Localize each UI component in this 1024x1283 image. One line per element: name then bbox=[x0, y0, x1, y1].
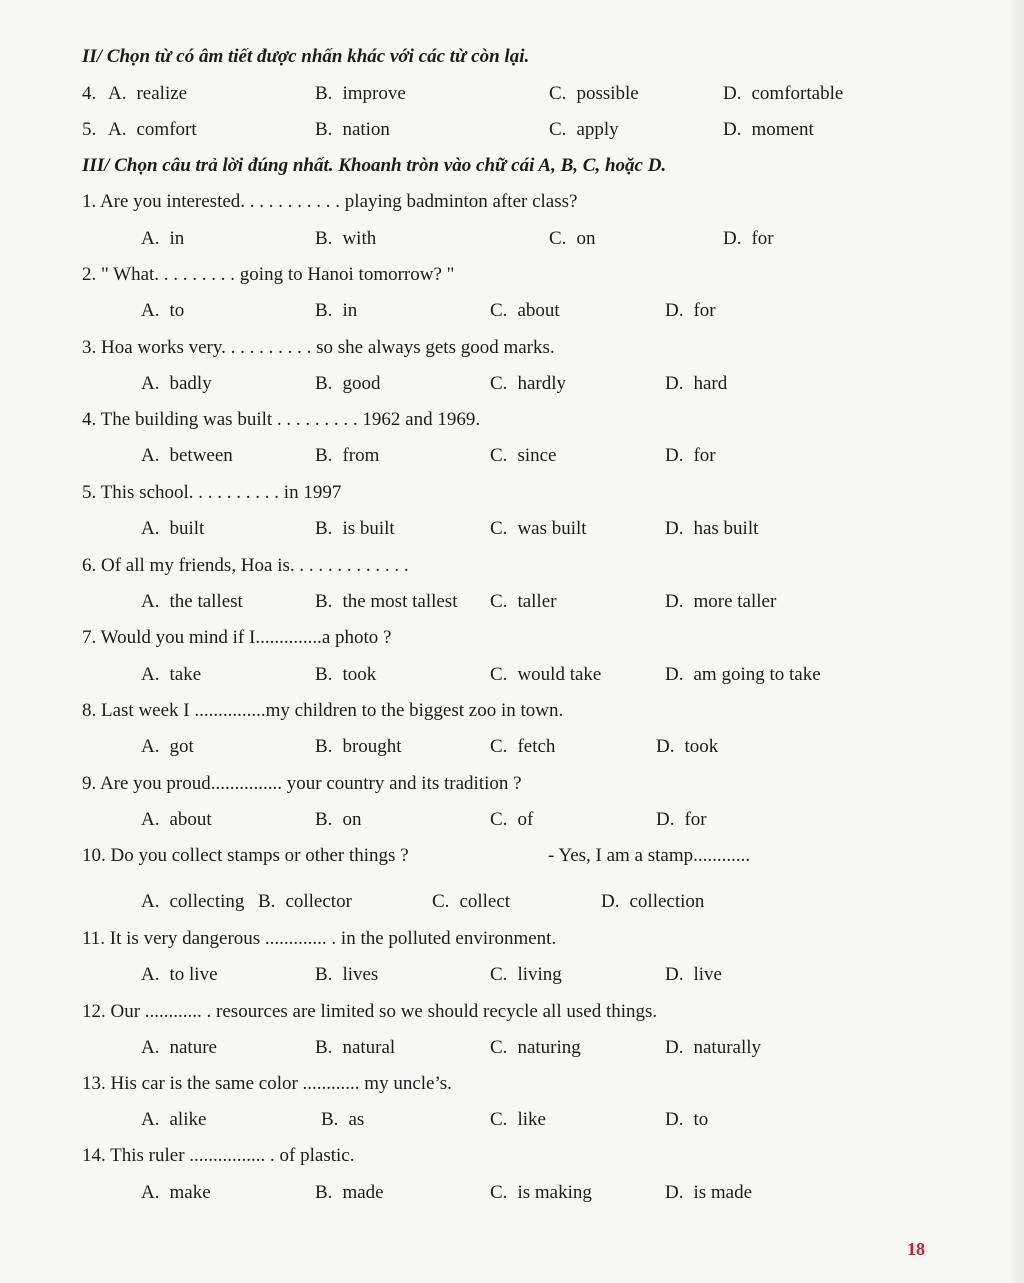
option-b bbox=[321, 1109, 364, 1131]
section-3-heading: III/ Chọn câu trả lời đúng nhất. Khoanh tròn vào chữ cái A, B, C, hoặc D. bbox=[82, 155, 667, 176]
option-letter: D. bbox=[665, 591, 684, 612]
option-letter: D. bbox=[656, 809, 675, 830]
option-letter: D. bbox=[723, 119, 742, 140]
option-letter: B. bbox=[315, 591, 333, 612]
option-text: moment bbox=[751, 119, 814, 140]
option-text: was built bbox=[517, 518, 587, 539]
option-letter: A. bbox=[141, 518, 160, 539]
option-d bbox=[665, 964, 722, 986]
option-c bbox=[432, 891, 510, 913]
option-b bbox=[315, 664, 376, 686]
option-text: make bbox=[169, 1182, 211, 1203]
option-text: between bbox=[169, 445, 233, 466]
question-stem: 6. Of all my friends, Hoa is. . . . . . . . . . . . . bbox=[82, 555, 409, 576]
option-text: badly bbox=[169, 373, 212, 394]
option-letter: B. bbox=[315, 809, 333, 830]
option-text: from bbox=[342, 445, 380, 466]
option-letter: C. bbox=[549, 119, 567, 140]
option-b bbox=[315, 809, 361, 831]
option-a bbox=[141, 445, 233, 467]
option-a bbox=[141, 1109, 206, 1131]
option-b bbox=[315, 300, 357, 322]
option-text: with bbox=[342, 228, 377, 249]
option-text: lives bbox=[342, 964, 379, 985]
option-text: on bbox=[342, 809, 362, 830]
option-b bbox=[315, 228, 376, 250]
option-letter: A. bbox=[141, 809, 160, 830]
option-letter: B. bbox=[315, 300, 333, 321]
option-b bbox=[315, 373, 380, 395]
option-text: about bbox=[517, 300, 560, 321]
option-text: collect bbox=[459, 891, 511, 912]
option-text: for bbox=[693, 445, 716, 466]
option-letter: D. bbox=[665, 300, 684, 321]
option-text: taller bbox=[517, 591, 557, 612]
option-letter: C. bbox=[432, 891, 450, 912]
option-letter: A. bbox=[141, 300, 160, 321]
option-text: got bbox=[169, 736, 194, 757]
option-letter: B. bbox=[315, 1182, 333, 1203]
option-letter: A. bbox=[141, 1109, 160, 1130]
option-letter: D. bbox=[665, 964, 684, 985]
option-text: alike bbox=[169, 1109, 207, 1130]
option-text: on bbox=[576, 228, 596, 249]
option-letter: A. bbox=[141, 228, 160, 249]
option-text: would take bbox=[517, 664, 602, 685]
option-text: about bbox=[169, 809, 212, 830]
option-c bbox=[490, 445, 556, 467]
option-a bbox=[141, 228, 184, 250]
option-letter: D. bbox=[665, 373, 684, 394]
option-a bbox=[108, 119, 197, 141]
question-number: 4. bbox=[82, 83, 97, 104]
option-text: the most tallest bbox=[342, 591, 458, 612]
question-stem: 10. Do you collect stamps or other things ? bbox=[82, 845, 409, 866]
option-text: is built bbox=[342, 518, 395, 539]
option-text: of bbox=[517, 809, 534, 830]
option-text: comfortable bbox=[751, 83, 844, 104]
option-b bbox=[258, 891, 352, 913]
option-text: took bbox=[684, 736, 719, 757]
option-a bbox=[141, 736, 194, 758]
option-b bbox=[315, 119, 390, 141]
option-text: apply bbox=[576, 119, 619, 140]
option-d bbox=[665, 591, 776, 613]
option-letter: C. bbox=[490, 809, 508, 830]
option-letter: B. bbox=[258, 891, 276, 912]
option-c bbox=[490, 664, 601, 686]
option-a bbox=[141, 664, 201, 686]
option-letter: C. bbox=[549, 228, 567, 249]
option-a bbox=[141, 1182, 211, 1204]
option-text: made bbox=[342, 1182, 384, 1203]
question-number: 5. bbox=[82, 119, 97, 140]
option-d bbox=[665, 1037, 761, 1059]
option-text: realize bbox=[136, 83, 188, 104]
option-b bbox=[315, 445, 379, 467]
option-d bbox=[723, 119, 814, 141]
option-d bbox=[665, 300, 716, 322]
option-text: living bbox=[517, 964, 562, 985]
option-letter: C. bbox=[549, 83, 567, 104]
option-text: naturing bbox=[517, 1037, 581, 1058]
option-letter: A. bbox=[108, 119, 127, 140]
option-letter: D. bbox=[665, 1037, 684, 1058]
question-stem: 12. Our ............ . resources are limited so we should recycle all used things. bbox=[82, 1001, 658, 1022]
option-c bbox=[490, 1182, 592, 1204]
option-letter: B. bbox=[315, 228, 333, 249]
option-a bbox=[141, 591, 243, 613]
question-stem: 8. Last week I ...............my children to the biggest zoo in town. bbox=[82, 700, 564, 721]
option-letter: A. bbox=[141, 664, 160, 685]
option-letter: D. bbox=[665, 1182, 684, 1203]
option-a bbox=[141, 964, 218, 986]
question-stem: 2. " What. . . . . . . . . going to Hanoi tomorrow? " bbox=[82, 264, 455, 285]
option-letter: B. bbox=[315, 736, 333, 757]
option-d bbox=[656, 736, 718, 758]
option-letter: C. bbox=[490, 1182, 508, 1203]
option-letter: A. bbox=[141, 891, 160, 912]
option-a bbox=[141, 518, 204, 540]
question-stem: 5. This school. . . . . . . . . . in 1997 bbox=[82, 482, 342, 503]
option-d bbox=[665, 445, 716, 467]
option-text: hardly bbox=[517, 373, 566, 394]
option-text: hard bbox=[693, 373, 728, 394]
option-c bbox=[549, 228, 595, 250]
question-stem: 14. This ruler ................ . of plastic. bbox=[82, 1145, 355, 1166]
option-b bbox=[315, 518, 395, 540]
option-letter: C. bbox=[490, 736, 508, 757]
option-letter: C. bbox=[490, 1109, 508, 1130]
option-letter: D. bbox=[723, 228, 742, 249]
option-text: took bbox=[342, 664, 377, 685]
option-text: for bbox=[693, 300, 716, 321]
option-text: good bbox=[342, 373, 381, 394]
option-b bbox=[315, 1037, 395, 1059]
option-text: am going to take bbox=[693, 664, 821, 685]
option-text: collector bbox=[285, 891, 352, 912]
question-stem: 1. Are you interested. . . . . . . . . . . playing badminton after class? bbox=[82, 191, 578, 212]
option-text: as bbox=[348, 1109, 365, 1130]
option-d bbox=[656, 809, 707, 831]
option-text: to bbox=[693, 1109, 709, 1130]
option-letter: D. bbox=[665, 1109, 684, 1130]
option-letter: B. bbox=[315, 83, 333, 104]
option-a bbox=[141, 373, 212, 395]
option-text: for bbox=[751, 228, 774, 249]
option-text: like bbox=[517, 1109, 546, 1130]
option-letter: A. bbox=[141, 591, 160, 612]
option-text: is made bbox=[693, 1182, 753, 1203]
page-edge-shadow bbox=[1006, 0, 1024, 1283]
option-text: possible bbox=[576, 83, 639, 104]
option-letter: C. bbox=[490, 664, 508, 685]
option-letter: B. bbox=[315, 1037, 333, 1058]
option-c bbox=[490, 591, 556, 613]
option-letter: B. bbox=[315, 664, 333, 685]
option-a bbox=[108, 83, 187, 105]
option-b bbox=[315, 83, 406, 105]
option-text: nation bbox=[342, 119, 390, 140]
option-letter: A. bbox=[141, 1037, 160, 1058]
page-number: 18 bbox=[907, 1239, 925, 1259]
option-letter: D. bbox=[665, 445, 684, 466]
option-text: more taller bbox=[693, 591, 777, 612]
option-letter: D. bbox=[656, 736, 675, 757]
option-a bbox=[141, 300, 184, 322]
option-text: collection bbox=[629, 891, 705, 912]
option-letter: D. bbox=[665, 518, 684, 539]
question-stem: 11. It is very dangerous ............. . in the polluted environment. bbox=[82, 928, 557, 949]
option-a bbox=[141, 1037, 217, 1059]
question-stem: 7. Would you mind if I..............a photo ? bbox=[82, 627, 392, 648]
option-letter: B. bbox=[315, 518, 333, 539]
option-d bbox=[665, 373, 727, 395]
option-d bbox=[665, 1182, 752, 1204]
option-letter: B. bbox=[315, 445, 333, 466]
option-letter: B. bbox=[315, 964, 333, 985]
option-text: to live bbox=[169, 964, 218, 985]
option-text: in bbox=[342, 300, 358, 321]
option-b bbox=[315, 1182, 384, 1204]
option-text: live bbox=[693, 964, 722, 985]
option-a bbox=[141, 891, 244, 913]
option-text: take bbox=[169, 664, 202, 685]
option-c bbox=[490, 964, 562, 986]
option-text: built bbox=[169, 518, 205, 539]
option-text: naturally bbox=[693, 1037, 762, 1058]
option-letter: B. bbox=[315, 119, 333, 140]
question-stem: 13. His car is the same color ............ my uncle’s. bbox=[82, 1073, 452, 1094]
option-d bbox=[601, 891, 704, 913]
option-text: in bbox=[169, 228, 185, 249]
option-c bbox=[490, 300, 560, 322]
option-letter: D. bbox=[601, 891, 620, 912]
option-letter: B. bbox=[321, 1109, 339, 1130]
question-stem: 9. Are you proud............... your country and its tradition ? bbox=[82, 773, 522, 794]
option-text: fetch bbox=[517, 736, 556, 757]
option-text: natural bbox=[342, 1037, 396, 1058]
option-text: nature bbox=[169, 1037, 217, 1058]
option-text: since bbox=[517, 445, 557, 466]
option-letter: C. bbox=[490, 373, 508, 394]
option-c bbox=[490, 518, 587, 540]
option-d bbox=[665, 1109, 708, 1131]
option-text: collecting bbox=[169, 891, 245, 912]
option-letter: B. bbox=[315, 373, 333, 394]
option-d bbox=[723, 83, 843, 105]
option-text: for bbox=[684, 809, 707, 830]
option-letter: A. bbox=[141, 1182, 160, 1203]
option-d bbox=[665, 518, 758, 540]
option-letter: C. bbox=[490, 1037, 508, 1058]
option-letter: A. bbox=[141, 373, 160, 394]
option-c bbox=[490, 1109, 546, 1131]
option-text: to bbox=[169, 300, 185, 321]
option-letter: C. bbox=[490, 445, 508, 466]
question-answer-prompt: - Yes, I am a stamp............ bbox=[548, 845, 751, 866]
option-letter: D. bbox=[665, 664, 684, 685]
option-letter: C. bbox=[490, 518, 508, 539]
option-text: comfort bbox=[136, 119, 197, 140]
option-letter: C. bbox=[490, 300, 508, 321]
option-letter: C. bbox=[490, 964, 508, 985]
option-c bbox=[549, 83, 639, 105]
option-text: brought bbox=[342, 736, 402, 757]
option-b bbox=[315, 736, 402, 758]
option-c bbox=[490, 373, 566, 395]
option-letter: D. bbox=[723, 83, 742, 104]
option-d bbox=[723, 228, 774, 250]
option-text: improve bbox=[342, 83, 406, 104]
option-c bbox=[490, 736, 555, 758]
option-letter: A. bbox=[108, 83, 127, 104]
option-c bbox=[549, 119, 619, 141]
question-stem: 3. Hoa works very. . . . . . . . . . so she always gets good marks. bbox=[82, 337, 555, 358]
option-letter: A. bbox=[141, 736, 160, 757]
option-letter: A. bbox=[141, 445, 160, 466]
option-b bbox=[315, 964, 378, 986]
option-a bbox=[141, 809, 212, 831]
option-letter: A. bbox=[141, 964, 160, 985]
option-c bbox=[490, 1037, 581, 1059]
option-d bbox=[665, 664, 821, 686]
question-stem: 4. The building was built . . . . . . . . . 1962 and 1969. bbox=[82, 409, 481, 430]
option-text: is making bbox=[517, 1182, 592, 1203]
section-2-heading: II/ Chọn từ có âm tiết được nhấn khác với các từ còn lại. bbox=[82, 46, 530, 67]
option-c bbox=[490, 809, 533, 831]
option-text: the tallest bbox=[169, 591, 243, 612]
option-b bbox=[315, 591, 457, 613]
option-text: has built bbox=[693, 518, 759, 539]
option-letter: C. bbox=[490, 591, 508, 612]
